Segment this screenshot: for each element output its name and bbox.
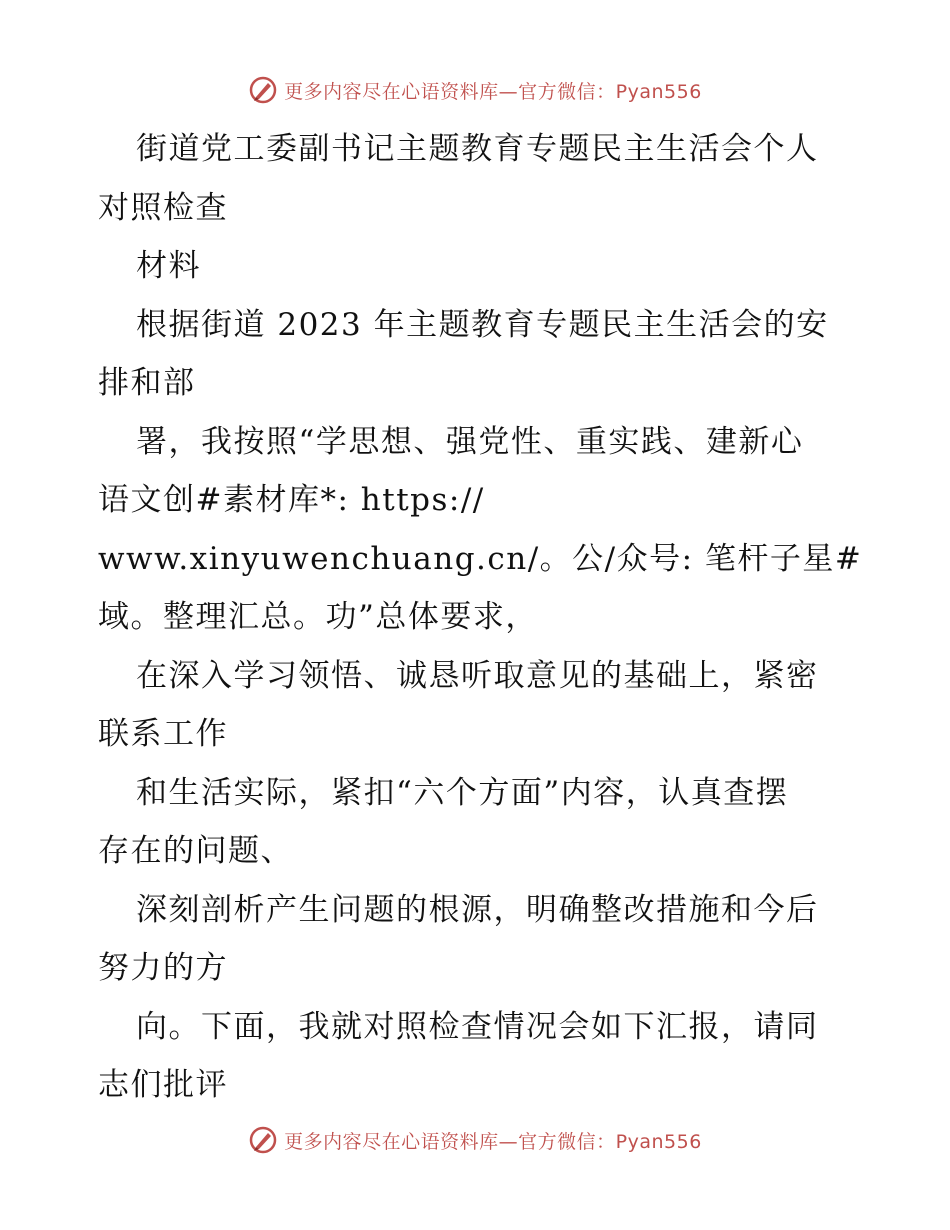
footer-banner xyxy=(0,1120,950,1160)
document-line: 域。整理汇总。功”总体要求， xyxy=(98,599,538,635)
document-line: www.xinyuwenchuang.cn/。公/众号: 笔杆子星# xyxy=(98,540,863,577)
pen-circle-logo-icon xyxy=(248,75,278,105)
document-line: 在深入学习领悟、诚恳听取意见的基础上，紧密 xyxy=(136,657,819,694)
document-line: 和生活实际，紧扣“六个方面”内容，认真查摆 xyxy=(136,774,789,811)
document-line: 存在的问题、 xyxy=(98,833,293,869)
document-line: 深刻剖析产生问题的根源，明确整改措施和今后 xyxy=(136,891,819,928)
document-line: 根据街道 2023 年主题教育专题民主生活会的安 xyxy=(136,306,829,343)
document-line: 联系工作 xyxy=(98,716,228,752)
document-line: 对照检查 xyxy=(98,189,228,226)
document-line: 街道党工委副书记主题教育专题民主生活会个人 xyxy=(136,131,819,167)
document-body xyxy=(98,120,863,1115)
header-banner-text: 更多内容尽在心语资料库—官方微信：Pyan556 xyxy=(284,80,702,103)
pen-circle-logo-icon xyxy=(248,1125,278,1155)
header-banner xyxy=(0,70,950,110)
document-line: 署，我按照“学思想、强党性、重实践、建新心 xyxy=(136,423,804,460)
document-line: 材料 xyxy=(136,248,201,284)
document-line: 向。下面，我就对照检查情况会如下汇报，请同 xyxy=(136,1008,819,1045)
document-line: 努力的方 xyxy=(98,950,228,986)
document-line: 排和部 xyxy=(98,365,196,401)
document-line: 语文创#素材库*: https:// xyxy=(98,482,485,518)
footer-banner-text: 更多内容尽在心语资料库—官方微信：Pyan556 xyxy=(284,1130,702,1153)
document-line: 志们批评 xyxy=(98,1067,228,1103)
